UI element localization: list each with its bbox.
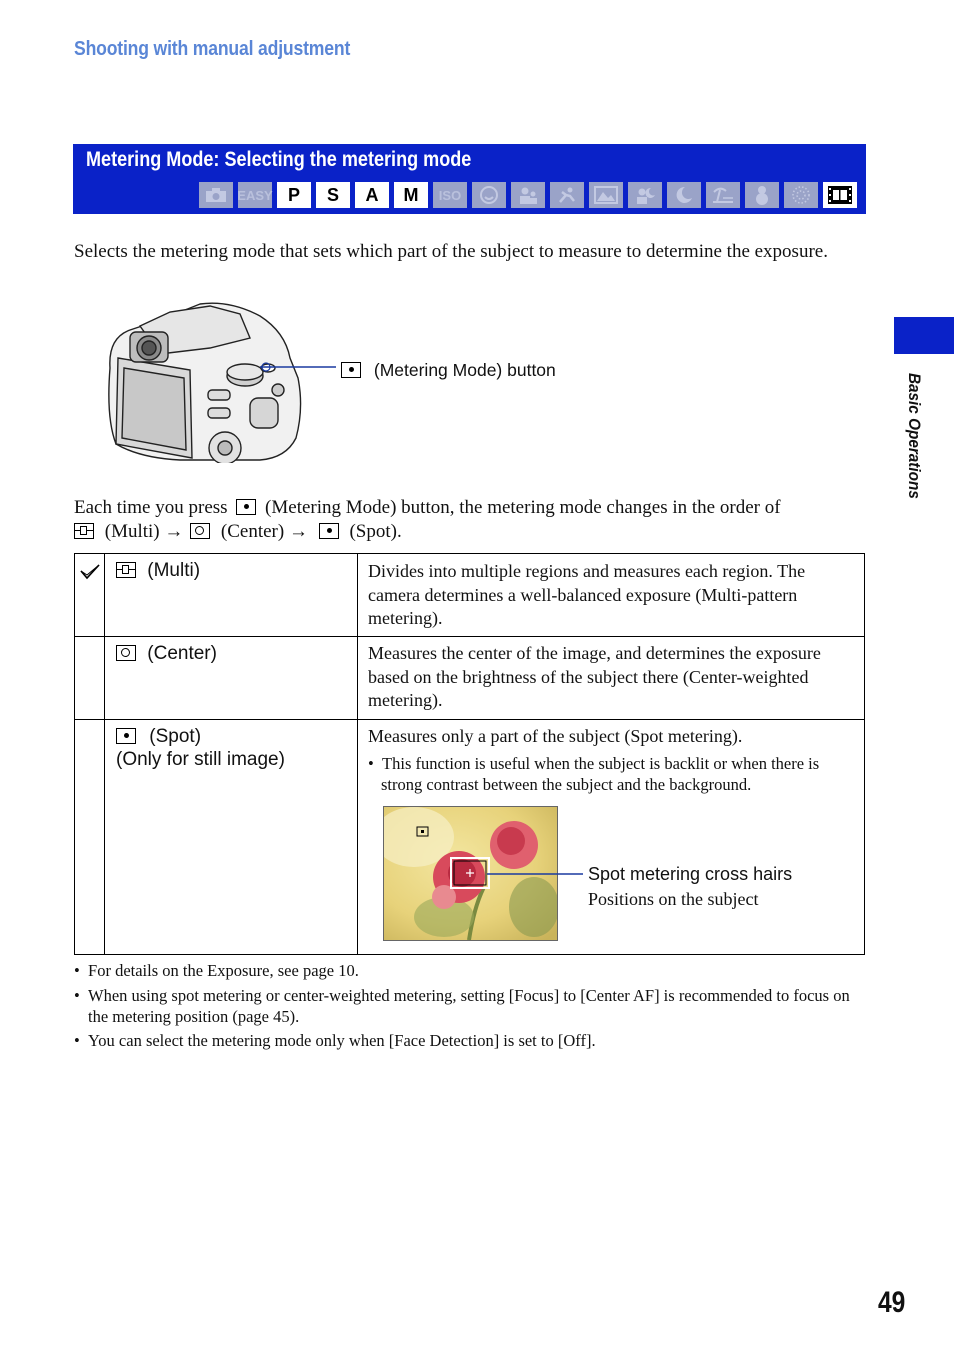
callout-line bbox=[258, 360, 338, 374]
mode-banner bbox=[73, 144, 866, 214]
m-icon: M bbox=[394, 182, 428, 208]
spot-metering-icon bbox=[116, 728, 136, 744]
sports-icon bbox=[550, 182, 584, 208]
twilight-icon bbox=[667, 182, 701, 208]
banner-title: Metering Mode: Selecting the metering mode bbox=[86, 148, 472, 171]
mode-desc-center: Measures the center of the image, and determines the exposure based on the brightness of the subject there (Center-weighted metering). bbox=[368, 643, 821, 710]
spot-callout-line bbox=[487, 869, 583, 879]
spot-bullet: • This function is useful when the subject is backlit or when there is strong contrast between the subject and the background. bbox=[368, 753, 820, 794]
spot-callout-sub: Positions on the subject bbox=[588, 889, 759, 909]
multi-metering-icon bbox=[74, 523, 94, 539]
mode-name-multi: (Multi) bbox=[116, 559, 200, 582]
mode-icons bbox=[199, 182, 857, 208]
metering-table bbox=[74, 553, 865, 955]
center-metering-icon bbox=[190, 523, 210, 539]
beach-icon bbox=[706, 182, 740, 208]
side-tab-label: Basic Operations bbox=[905, 372, 924, 499]
note-item: • For details on the Exposure, see page 10. bbox=[74, 961, 359, 980]
movie-icon bbox=[823, 182, 857, 208]
page-number: 49 bbox=[878, 1286, 906, 1319]
landscape-icon bbox=[589, 182, 623, 208]
spot-metering-icon bbox=[236, 499, 256, 515]
notes-list bbox=[74, 960, 866, 1055]
snow-icon bbox=[745, 182, 779, 208]
section-title: Shooting with manual adjustment bbox=[74, 38, 351, 60]
note-item: • You can select the metering mode only when [Face Detection] is set to [Off]. bbox=[74, 1031, 596, 1050]
note-item: • When using spot metering or center-weighted metering, setting [Focus] to [Center AF] is recommended to focus on the metering position (page 45). bbox=[74, 985, 850, 1026]
p-icon: P bbox=[277, 182, 311, 208]
mode-name-spot: (Spot) (Only for still image) bbox=[116, 726, 285, 770]
spot-metering-icon bbox=[341, 362, 361, 378]
center-metering-icon bbox=[116, 645, 136, 661]
default-check-icon bbox=[79, 562, 101, 582]
table-row bbox=[75, 554, 864, 637]
table-row bbox=[75, 719, 864, 953]
easy-icon: EASY bbox=[238, 182, 272, 208]
iso-icon: ISO bbox=[433, 182, 467, 208]
multi-metering-icon bbox=[116, 562, 136, 578]
mode-desc-spot: Measures only a part of the subject (Spot metering). • This function is useful when the subject is backlit or when there is strong contrast between the subject and the background. bbox=[368, 725, 858, 795]
s-icon: S bbox=[316, 182, 350, 208]
mode-desc-multi: Divides into multiple regions and measures each region. The camera determines a well-balanced exposure (Multi-pattern metering). bbox=[368, 561, 806, 628]
mode-name-center: (Center) bbox=[116, 642, 217, 665]
portrait-icon bbox=[511, 182, 545, 208]
a-icon: A bbox=[355, 182, 389, 208]
intro-paragraph: Selects the metering mode that sets which part of the subject to measure to determine the exposure. bbox=[74, 241, 828, 262]
smile-icon bbox=[472, 182, 506, 208]
table-row bbox=[75, 636, 864, 720]
side-tab-marker bbox=[894, 317, 954, 354]
press-paragraph: Each time you press (Metering Mode) button, the metering mode changes in the order of (Multi) → (Center) → (Spot). bbox=[74, 497, 781, 542]
camera-icon bbox=[199, 182, 233, 208]
camera-illustration bbox=[100, 298, 305, 463]
spot-metering-icon bbox=[319, 523, 339, 539]
spot-callout-title: Spot metering cross hairs bbox=[588, 864, 793, 884]
fireworks-icon bbox=[784, 182, 818, 208]
twilight-portrait-icon bbox=[628, 182, 662, 208]
metering-button-callout: (Metering Mode) button bbox=[341, 360, 556, 381]
